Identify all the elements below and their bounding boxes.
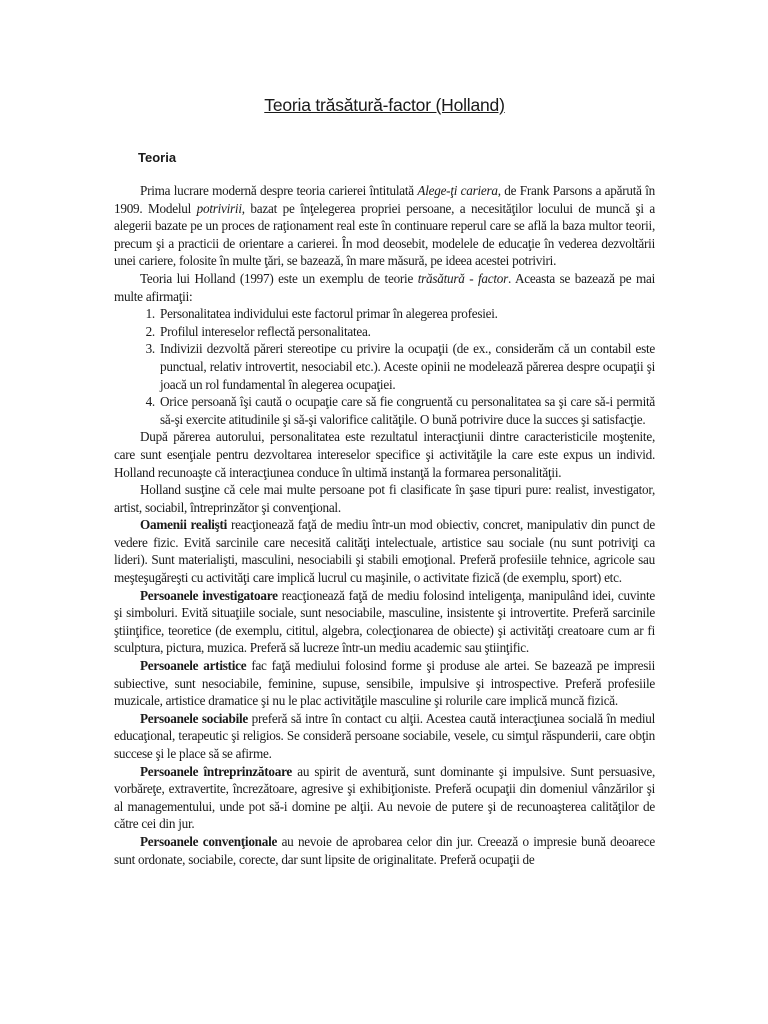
paragraph-type-enterprising: Persoanele întreprinzătoare au spirit de aventură, sunt dominante şi impulsive. Sunt persuasive, vorbăreţe, extravertite, încrezătoare, agresive şi exhibiţioniste. Preferă ocupaţii din domeniul vânzărilor şi al managementului, unde pot să-i domine pe alţii. Au nevoie de putere şi de recunoaşterea calităţilor de către cei din jur. (114, 763, 655, 832)
paragraph-holland: Teoria lui Holland (1997) este un exemplu de teorie trăsătură - factor. Aceasta se bazează pe mai multe afirmaţii: (114, 270, 655, 304)
paragraph-type-investigative: Persoanele investigatoare reacţionează faţă de mediu folosind inteligenţa, manipulând idei, cuvinte şi simboluri. Evită situaţiile sociale, sunt nesociabile, masculine, insistente şi introvertite. Preferă sarcinile ştiinţifice, teoretice (de exemplu, cititul, algebra, colecţionarea de obiecte) şi activităţi creatoare cum ar fi sculptura, pictura, muzica. Preferă să lucreze într-un mediu academic sau ştiinţific. (114, 587, 656, 656)
list-item: 1. Personalitatea individului este factorul primar în alegerea profesiei. (158, 305, 655, 323)
paragraph-six-types: Holland susţine că cele mai multe persoane pot fi clasificate în şase tipuri pure: realist, investigator, artist, sociabil, întreprinzător şi convenţional. (114, 482, 655, 515)
paragraph-type-artistic: Persoanele artistice fac faţă mediului folosind forme şi produse ale artei. Se bazează pe impresii subiective, sunt nesociabile, feminine, supuse, sensibile, impulsive şi introspective. Preferă profesiile muzicale, artistice dramatice şi nu le plac activităţile masculine şi rolurile care implică muncă fizică. (114, 658, 655, 709)
paragraph-type-realistic: Oamenii realişti reacţionează faţă de mediu într-un mod obiectiv, concret, manipulativ din punct de vedere fizic. Evită sarcinile care necesită calităţi intelectuale, artistice sau sociale (nu sunt potriviţi ca lideri). Sunt materialişti, masculini, nesociabili şi stabili emoţional. Preferă profesiile tehnice, agricole sau meşteşugăreşti cu activităţi care implică lucrul cu maşinile, o activitate fizică (de exemplu, sport) etc. (114, 517, 655, 586)
assumptions-list (114, 305, 655, 428)
list-item: 2. Profilul intereselor reflectă personalitatea. (158, 323, 655, 341)
page-title: Teoria trăsătură-factor (Holland) (264, 95, 505, 115)
paragraph-personality: După părerea autorului, personalitatea este rezultatul interacţiunii dintre caracteristicile moştenite, care sunt esenţiale pentru dezvoltarea intereselor specifice şi activităţile la care este expus un individ. Holland recunoaşte că interacţiunea conduce în ultimă instanţă la formarea personalităţii. (114, 429, 655, 480)
list-item: 4. Orice persoană îşi caută o ocupaţie care să fie congruentă cu personalitatea sa şi care să-i permită să-şi exercite atitudinile şi să-şi valorifice calităţile. O bună potrivire duce la succes şi satisfacţie. (158, 393, 655, 428)
paragraph-intro: Prima lucrare modernă despre teoria carierei întitulată Alege-ţi cariera, de Frank Parsons a apărută în 1909. Modelul potrivirii, bazat pe înţelegerea propriei persoane, a necesităţilor locului de muncă şi a alegerii bazate pe un proces de raţionament real este în continuare reperul care se află la baza multor teorii, precum şi a practicii de orientare a carierei. În mod deosebit, modelele de educaţie în vederea dezvoltării unei cariere, folosite în multe ţări, se bazează, în mare măsură, pe ideea acestei potriviri. (114, 183, 655, 269)
document-body (114, 182, 655, 868)
paragraph-type-social: Persoanele sociabile preferă să intre în contact cu alţii. Acestea caută interacţiunea socială în mediul educaţional, terapeutic şi religios. Se consideră persoane sociabile, vesele, cu simţul răspunderii, care obţin succese şi le place să se afirme. (114, 710, 656, 761)
section-heading: Teoria (138, 150, 177, 165)
paragraph-type-conventional: Persoanele convenţionale au nevoie de aprobarea celor din jur. Creează o impresie bună deoarece sunt ordonate, sociabile, corecte, dar sunt lipsite de originalitate. Preferă ocupaţii de (114, 833, 655, 867)
list-item: 3. Indivizii dezvoltă păreri stereotipe cu privire la ocupaţii (de ex., considerăm că un contabil este punctual, relativ introvertit, nesociabil etc.). Aceste opinii ne modelează părerea despre ocupaţii şi joacă un rol fundamental în alegerea ocupaţiei. (158, 340, 655, 393)
